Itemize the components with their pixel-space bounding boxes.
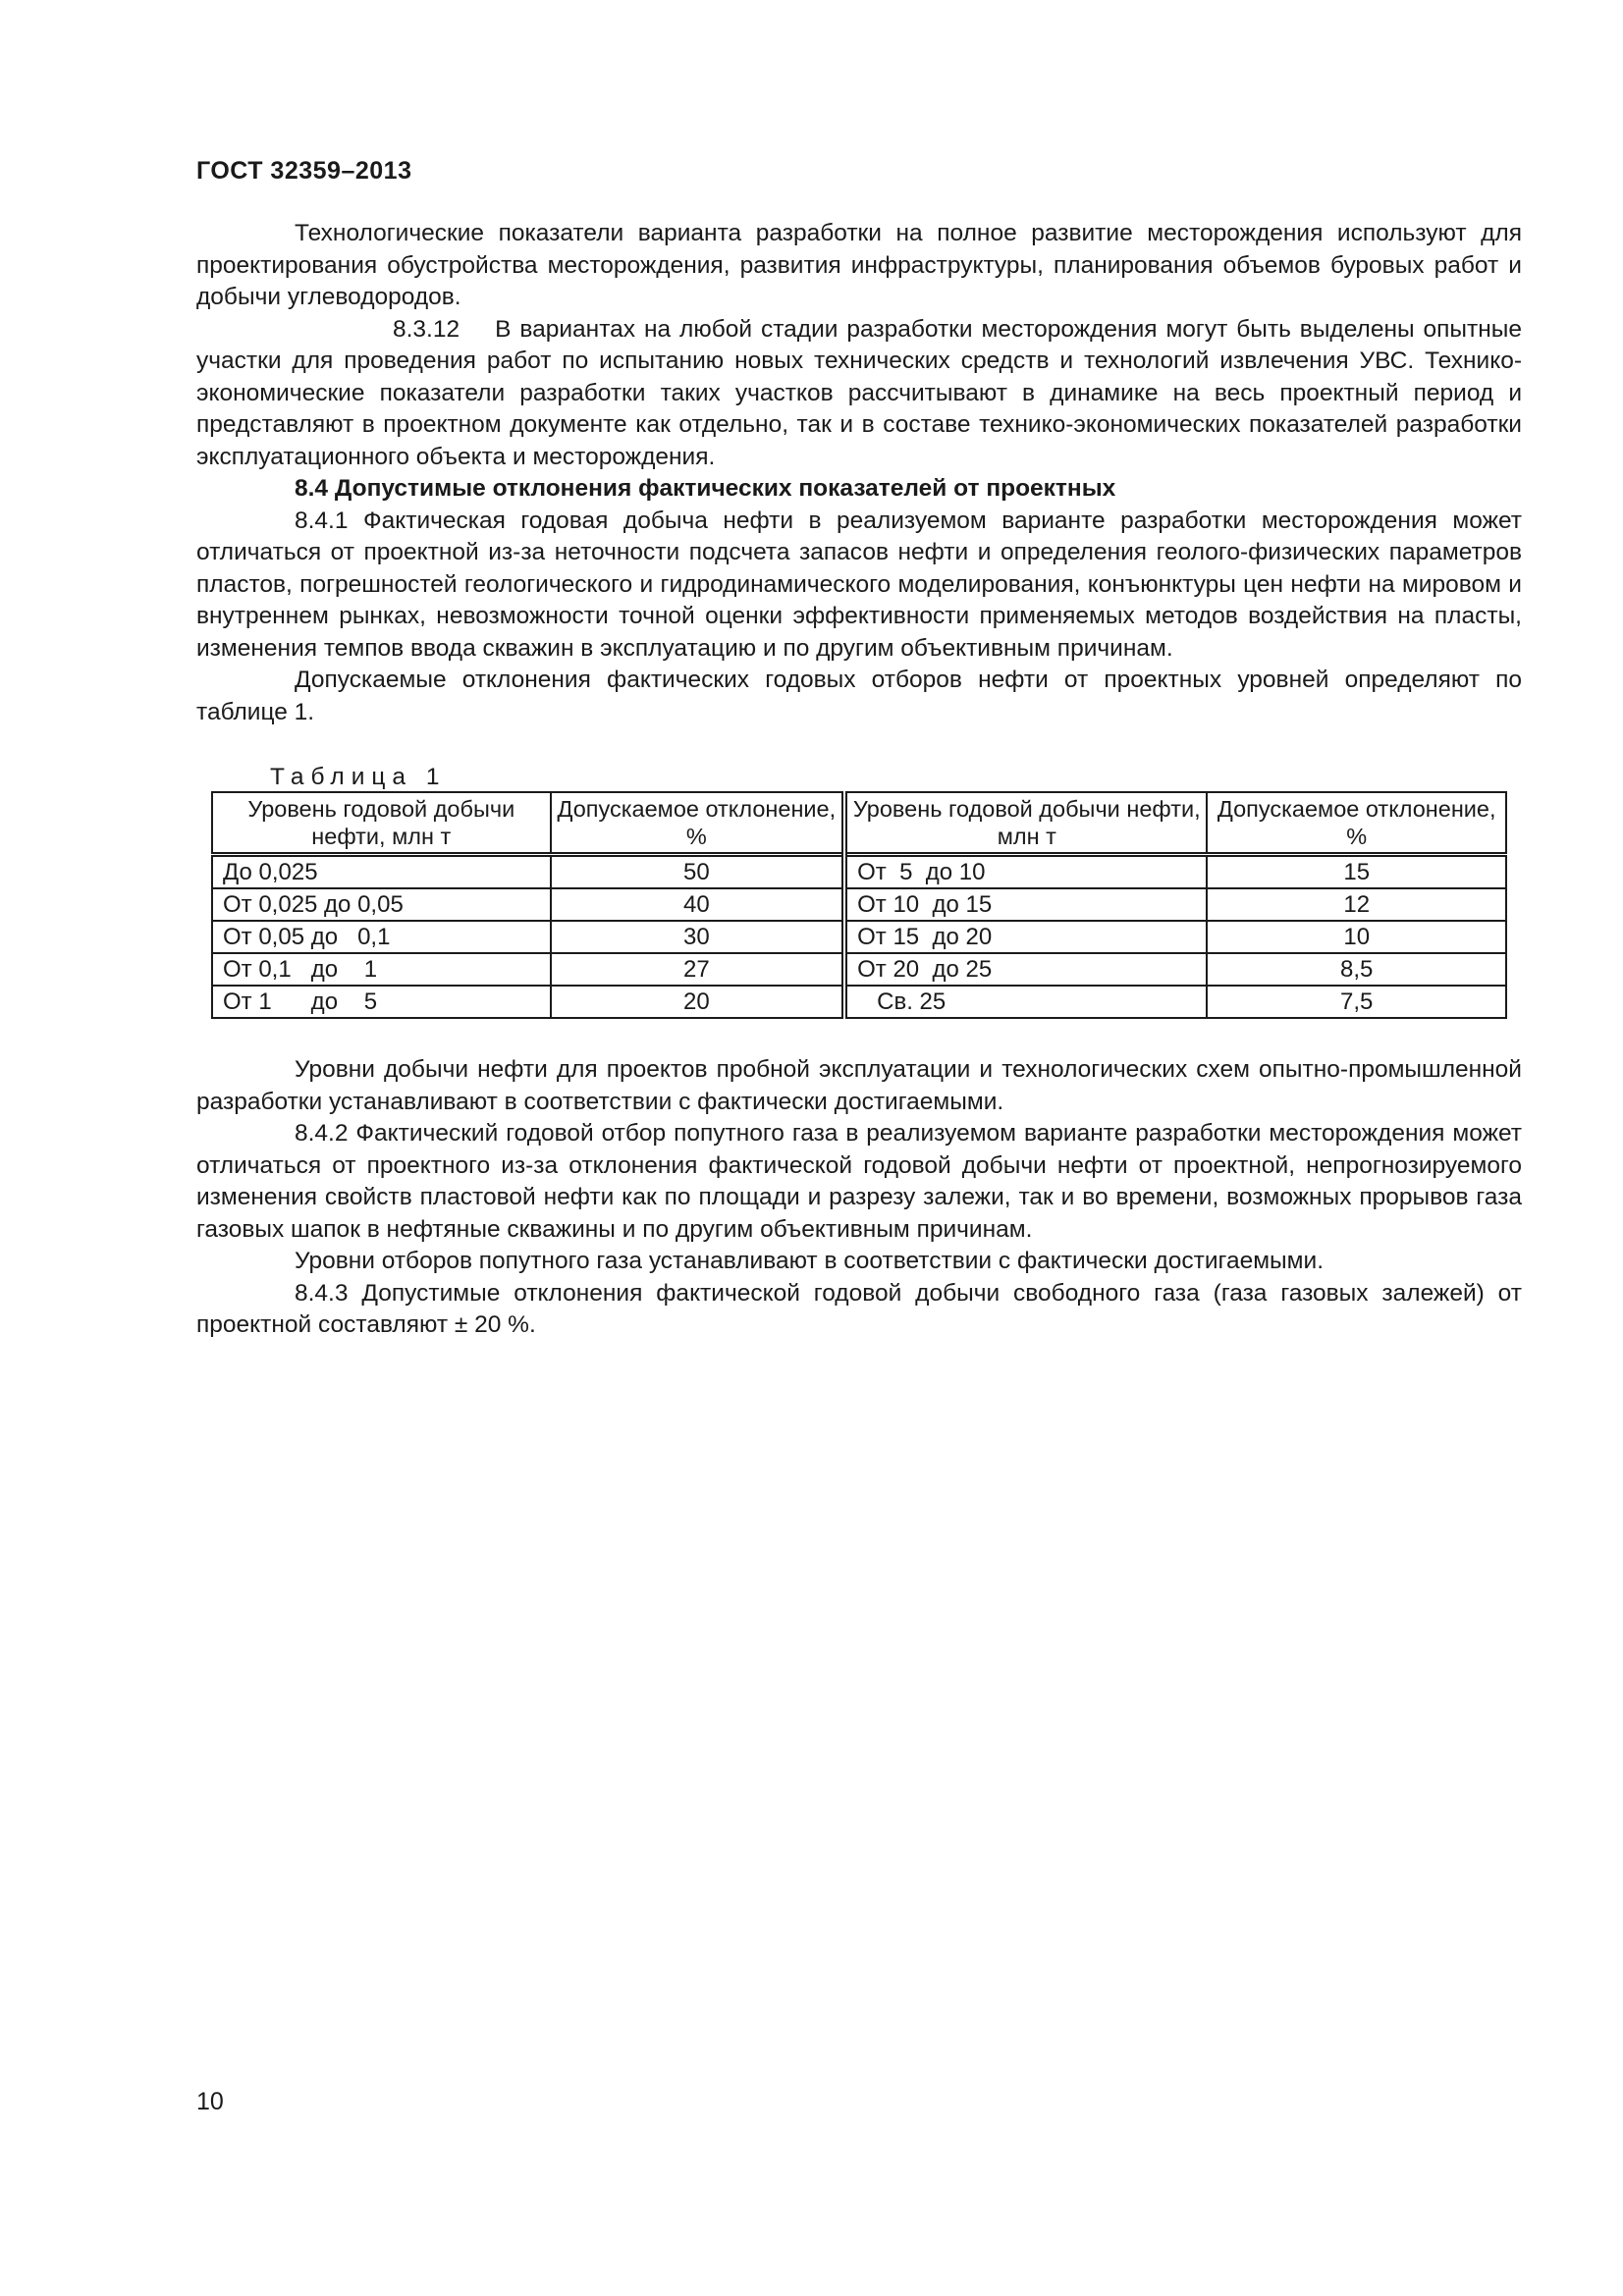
level-cell: От 1 до 5 [212, 986, 551, 1018]
level-cell: От 0,1 до 1 [212, 953, 551, 986]
deviation-cell: 40 [551, 888, 845, 921]
deviation-cell: 8,5 [1207, 953, 1506, 986]
table-row [212, 888, 1506, 921]
header-deviation-left: Допускаемое отклонение, % [551, 792, 845, 855]
document-body [196, 218, 1522, 1342]
table-1-block [196, 764, 1522, 1019]
paragraph-8-4-2: 8.4.2 Фактический годовой отбор попутного газа в реализуемом варианте разработки месторождения может отличаться от проектного из-за отклонения фактической годовой добычи нефти от проектной, непрогнозируемого изменения свойств пластовой нефти как по площади и разрезу залежи, так и во времени, возможных прорывов газа газовых шапок в нефтяные скважины и по другим объективным причинам. [196, 1120, 1522, 1243]
clause-text: В вариантах на любой стадии разработки месторождения могут быть выделены опытные участки для проведения работ по испытанию новых технических средств и технологий извлечения УВС. Технико-экономические показатели разработки таких участков рассчитывают в динамике на весь проектный период и представляют в проектном документе как отдельно, так и в составе технико-экономических показателей разработки эксплуатационного объекта и месторождения. [196, 315, 1522, 470]
paragraph-tech-indicators: Технологические показатели варианта разработки на полное развитие месторождения используют для проектирования обустройства месторождения, развития инфраструктуры, планирования объемов буровых работ и добычи углеводородов. [196, 220, 1522, 310]
header-level-left: Уровень годовой добычи нефти, млн т [212, 792, 551, 855]
header-deviation-right: Допускаемое отклонение, % [1207, 792, 1506, 855]
clause-number: 8.3.12 [393, 315, 460, 343]
table-caption: Таблица 1 [270, 764, 447, 790]
header-level-right: Уровень годовой добычи нефти, млн т [844, 792, 1207, 855]
paragraph-table-reference: Допускаемые отклонения фактических годовых отборов нефти от проектных уровней определяют по таблице 1. [196, 667, 1522, 725]
paragraph-gas-levels: Уровни отборов попутного газа устанавливают в соответствии с фактически достигаемыми. [295, 1248, 1324, 1274]
table-row [212, 953, 1506, 986]
deviation-cell: 7,5 [1207, 986, 1506, 1018]
deviation-table [211, 791, 1507, 1019]
level-cell: От 5 до 10 [844, 855, 1207, 889]
deviation-cell: 12 [1207, 888, 1506, 921]
table-row [212, 855, 1506, 889]
table-header-row [212, 792, 1506, 855]
document-header: ГОСТ 32359–2013 [196, 157, 412, 185]
level-cell: От 0,025 до 0,05 [212, 888, 551, 921]
level-cell: От 0,05 до 0,1 [212, 921, 551, 953]
deviation-cell: 30 [551, 921, 845, 953]
level-cell: От 15 до 20 [844, 921, 1207, 953]
table-row [212, 921, 1506, 953]
table-row [212, 986, 1506, 1018]
paragraph-production-levels: Уровни добычи нефти для проектов пробной эксплуатации и технологических схем опытно-промышленной разработки устанавливают в соответствии с фактически достигаемыми. [196, 1056, 1522, 1115]
paragraph-8-4-1: 8.4.1 Фактическая годовая добыча нефти в реализуемом варианте разработки месторождения может отличаться от проектной из-за неточности подсчета запасов нефти и определения геолого-физических параметров пластов, погрешностей геологического и гидродинамического моделирования, конъюнктуры цен нефти на мировом и внутреннем рынках, невозможности точной оценки эффективности применяемых методов воздействия на пласты, изменения темпов ввода скважин в эксплуатацию и по другим объективным причинам. [196, 507, 1522, 662]
level-cell: От 10 до 15 [844, 888, 1207, 921]
section-heading-8-4: 8.4 Допустимые отклонения фактических показателей от проектных [295, 475, 1116, 502]
deviation-cell: 15 [1207, 855, 1506, 889]
paragraph-8-3-12 [196, 314, 1522, 474]
deviation-cell: 27 [551, 953, 845, 986]
level-cell: Св. 25 [844, 986, 1207, 1018]
level-cell: От 20 до 25 [844, 953, 1207, 986]
page-number: 10 [196, 2088, 224, 2115]
deviation-cell: 10 [1207, 921, 1506, 953]
deviation-cell: 50 [551, 855, 845, 889]
deviation-cell: 20 [551, 986, 845, 1018]
level-cell: До 0,025 [212, 855, 551, 889]
paragraph-8-4-3: 8.4.3 Допустимые отклонения фактической годовой добычи свободного газа (газа газовых залежей) от проектной составляют ± 20 %. [196, 1279, 1522, 1338]
